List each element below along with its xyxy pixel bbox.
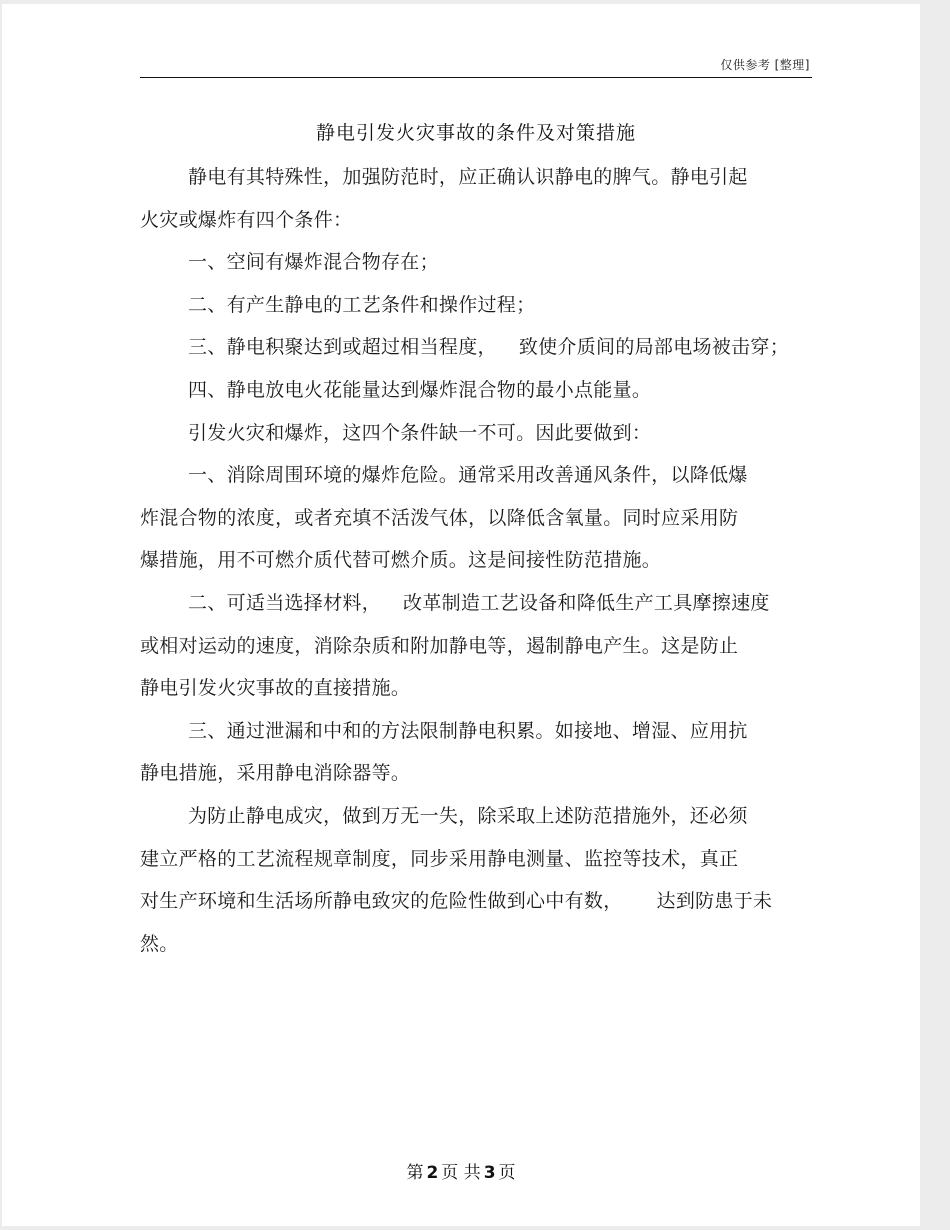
paragraph-line: 火灾或爆炸有四个条件： xyxy=(140,208,353,231)
page-footer xyxy=(2,1158,920,1183)
paragraph-line: 三、静电积聚达到或超过相当程度， 致使介质间的局部电场被击穿； xyxy=(188,336,790,359)
document-title: 静电引发火灾事故的条件及对策措施 xyxy=(315,122,636,144)
paragraph-line: 一、空间有爆炸混合物存在； xyxy=(188,251,439,274)
paragraph-line: 四、静电放电火花能量达到爆炸混合物的最小点能量。 xyxy=(188,378,652,401)
paragraph-line: 二、有产生静电的工艺条件和操作过程； xyxy=(188,293,536,316)
current-page-number: 2 xyxy=(426,1163,439,1183)
paragraph-line: 三、通过泄漏和中和的方法限制静电积累。如接地、增湿、应用抗 xyxy=(188,719,748,742)
header-divider xyxy=(140,77,812,78)
paragraph-line: 建立严格的工艺流程规章制度，同步采用静电测量、监控等技术，真正 xyxy=(140,847,739,870)
paragraph-line: 炸混合物的浓度，或者充填不活泼气体，以降低含氧量。同时应采用防 xyxy=(140,506,739,529)
paragraph-line: 爆措施，用不可燃介质代替可燃介质。这是间接性防范措施。 xyxy=(140,549,662,572)
footer-mid: 页 共 xyxy=(441,1163,481,1183)
paragraph-line: 静电引发火灾事故的直接措施。 xyxy=(140,677,411,700)
paragraph-line: 静电措施，采用静电消除器等。 xyxy=(140,762,411,785)
paragraph-line: 二、可适当选择材料， 改革制造工艺设备和降低生产工具摩擦速度 xyxy=(188,591,770,614)
footer-prefix: 第 xyxy=(406,1163,424,1183)
paragraph-line: 引发火灾和爆炸，这四个条件缺一不可。因此要做到： xyxy=(188,421,652,444)
paragraph-line: 或相对运动的速度，消除杂质和附加静电等，遏制静电产生。这是防止 xyxy=(140,634,739,657)
document-body xyxy=(140,156,812,965)
document-page xyxy=(2,4,920,1226)
paragraph-line: 为防止静电成灾，做到万无一失，除采取上述防范措施外，还必须 xyxy=(188,804,748,827)
total-page-count: 3 xyxy=(483,1163,496,1183)
header-note: 仅供参考 [整理] xyxy=(720,58,810,72)
paragraph-line: 对生产环境和生活场所静电致灾的危险性做到心中有数， 达到防患于未 xyxy=(140,890,773,913)
paragraph-line: 静电有其特殊性，加强防范时，应正确认识静电的脾气。静电引起 xyxy=(188,166,748,188)
footer-suffix: 页 xyxy=(498,1163,516,1183)
paragraph-line: 一、消除周围环境的爆炸危险。通常采用改善通风条件，以降低爆 xyxy=(188,464,748,487)
paragraph-line: 然。 xyxy=(140,932,179,955)
